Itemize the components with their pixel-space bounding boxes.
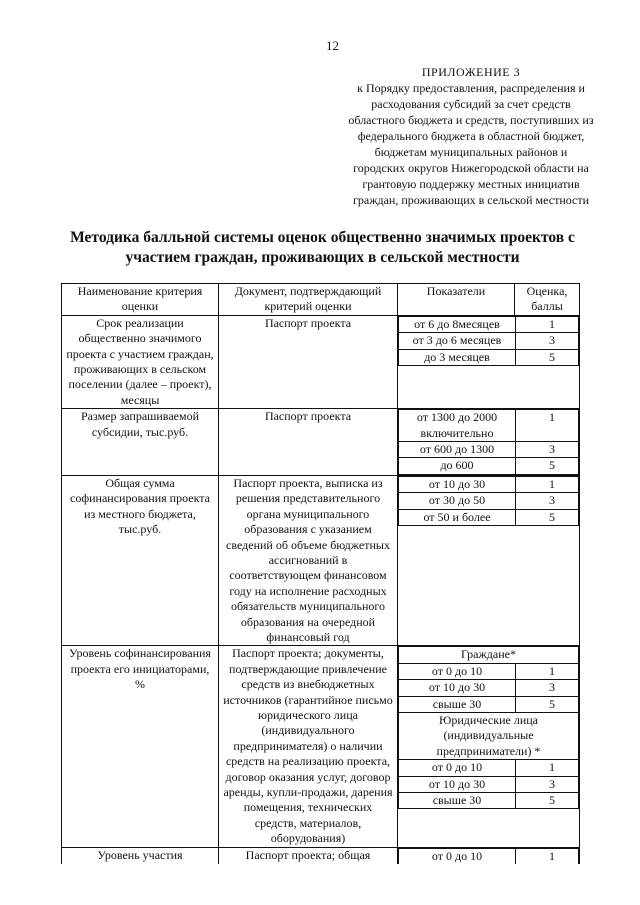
score: 3 [516,680,579,696]
criterion-cell: Уровень софинансирования проекта его инициаторами, % [62,646,219,847]
indicator-row [399,410,579,442]
indicator-row [399,663,579,679]
table-header-row [62,284,580,316]
indicator: от 30 до 50 [399,493,516,509]
table-row [62,646,580,847]
header-criterion: Наименование критерия оценки [62,284,219,316]
indicator-row [399,509,579,525]
indicator-row [399,760,579,776]
group-label-row [399,647,579,663]
appendix-line: граждан, проживающих в сельской местности [352,193,590,207]
score: 1 [516,848,579,864]
indicators-cell [398,409,580,476]
table-row [62,409,580,476]
score: 3 [516,442,579,458]
indicator: от 50 и более [399,509,516,525]
indicator-row [399,349,579,365]
indicator-row [399,793,579,809]
table-row [62,847,580,864]
criterion-cell: Уровень участия [62,847,219,864]
indicator: от 0 до 10 [399,760,516,776]
indicator: от 0 до 10 [399,663,516,679]
score: 5 [516,349,579,365]
indicator: от 10 до 30 [399,476,516,492]
indicator-row [399,316,579,332]
group-label-legal-entities: Юридические лица (индивидуальные предприниматели) * [399,712,579,759]
indicator: свыше 30 [399,793,516,809]
indicator: от 0 до 10 [399,848,516,864]
score: 3 [516,333,579,349]
document-cell: Паспорт проекта [219,409,398,476]
indicator: от 6 до 8месяцев [399,316,516,332]
indicator-row [399,458,579,474]
appendix-line: федерального бюджета в областной бюджет, [357,129,585,143]
score: 3 [516,776,579,792]
document-title [60,228,585,268]
group-label-citizens: Граждане* [399,647,579,663]
indicators-cell [398,315,580,408]
appendix-line: областного бюджета и средств, поступивших из [348,113,594,127]
score: 5 [516,793,579,809]
document-cell: Паспорт проекта, выписка из решения представительного органа муниципального образования с указанием сведений об объеме бюджетных ассигнований в соответствующем финансовом году на исполнение расходных обязательств муниципального образования на очередной финансовый год [219,475,398,645]
appendix-title: ПРИЛОЖЕНИЕ 3 [421,65,521,79]
indicator-row [399,680,579,696]
document-cell: Паспорт проекта [219,315,398,408]
appendix-heading [326,64,616,208]
indicator-row [399,476,579,492]
indicators-cell [398,847,580,864]
indicator-row [399,333,579,349]
criterion-cell: Размер запрашиваемой субсидии, тыс.руб. [62,409,219,476]
title-line: Методика балльной системы оценок общественно значимых проектов с [70,229,575,246]
indicator: от 3 до 6 месяцев [399,333,516,349]
appendix-line: расходования субсидий за счет средств [371,97,571,111]
score: 1 [516,760,579,776]
indicator-row [399,493,579,509]
score: 5 [516,696,579,712]
score: 1 [516,316,579,332]
indicators-cell [398,475,580,645]
indicator-list [398,476,579,526]
header-indicators: Показатели [398,284,515,316]
score: 5 [516,509,579,525]
indicator-list [398,409,579,475]
table-row [62,475,580,645]
indicator-list [398,848,579,864]
indicator: от 10 до 30 [399,680,516,696]
indicator: от 600 до 1300 [399,442,516,458]
indicator: от 10 до 30 [399,776,516,792]
indicator: до 3 месяцев [399,349,516,365]
page-number: 12 [326,38,339,53]
appendix-line: бюджетам муниципальных районов и [374,145,568,159]
score: 3 [516,493,579,509]
indicator-row [399,848,579,864]
document-cell: Паспорт проекта; документы, подтверждающие привлечение средств из внебюджетных источников (гарантийное письмо юридического лица (индивидуального предпринимателя) о наличии средств на реализацию проекта, договор оказания услуг, договор аренды, купли-продажи, дарения помещения, технических средств, материалов, оборудования) [219,646,398,847]
group-label-row [399,712,579,759]
score: 1 [516,410,579,442]
appendix-line: к Порядку предоставления, распределения и [357,81,585,95]
criterion-cell: Общая сумма софинансирования проекта из местного бюджета, тыс.руб. [62,475,219,645]
document-cell: Паспорт проекта; общая [219,847,398,864]
table-row [62,315,580,408]
title-line: участием граждан, проживающих в сельской местности [125,249,520,266]
header-document: Документ, подтверждающий критерий оценки [219,284,398,316]
indicator: от 1300 до 2000 включительно [399,410,516,442]
criteria-table [61,283,580,864]
criterion-cell: Срок реализации общественно значимого проекта с участием граждан, проживающих в сельском поселении (далее – проект), месяцы [62,315,219,408]
indicator: свыше 30 [399,696,516,712]
indicator: до 600 [399,458,516,474]
appendix-line: грантовую поддержку местных инициатив [362,177,580,191]
indicator-list [398,316,579,366]
indicator-list [398,646,579,809]
indicator-row [399,442,579,458]
score: 5 [516,458,579,474]
header-score: Оценка, баллы [515,284,580,316]
appendix-line: городских округов Нижегородской области на [353,161,589,175]
indicator-row [399,776,579,792]
indicators-cell [398,646,580,847]
score: 1 [516,476,579,492]
indicator-row [399,696,579,712]
score: 1 [516,663,579,679]
